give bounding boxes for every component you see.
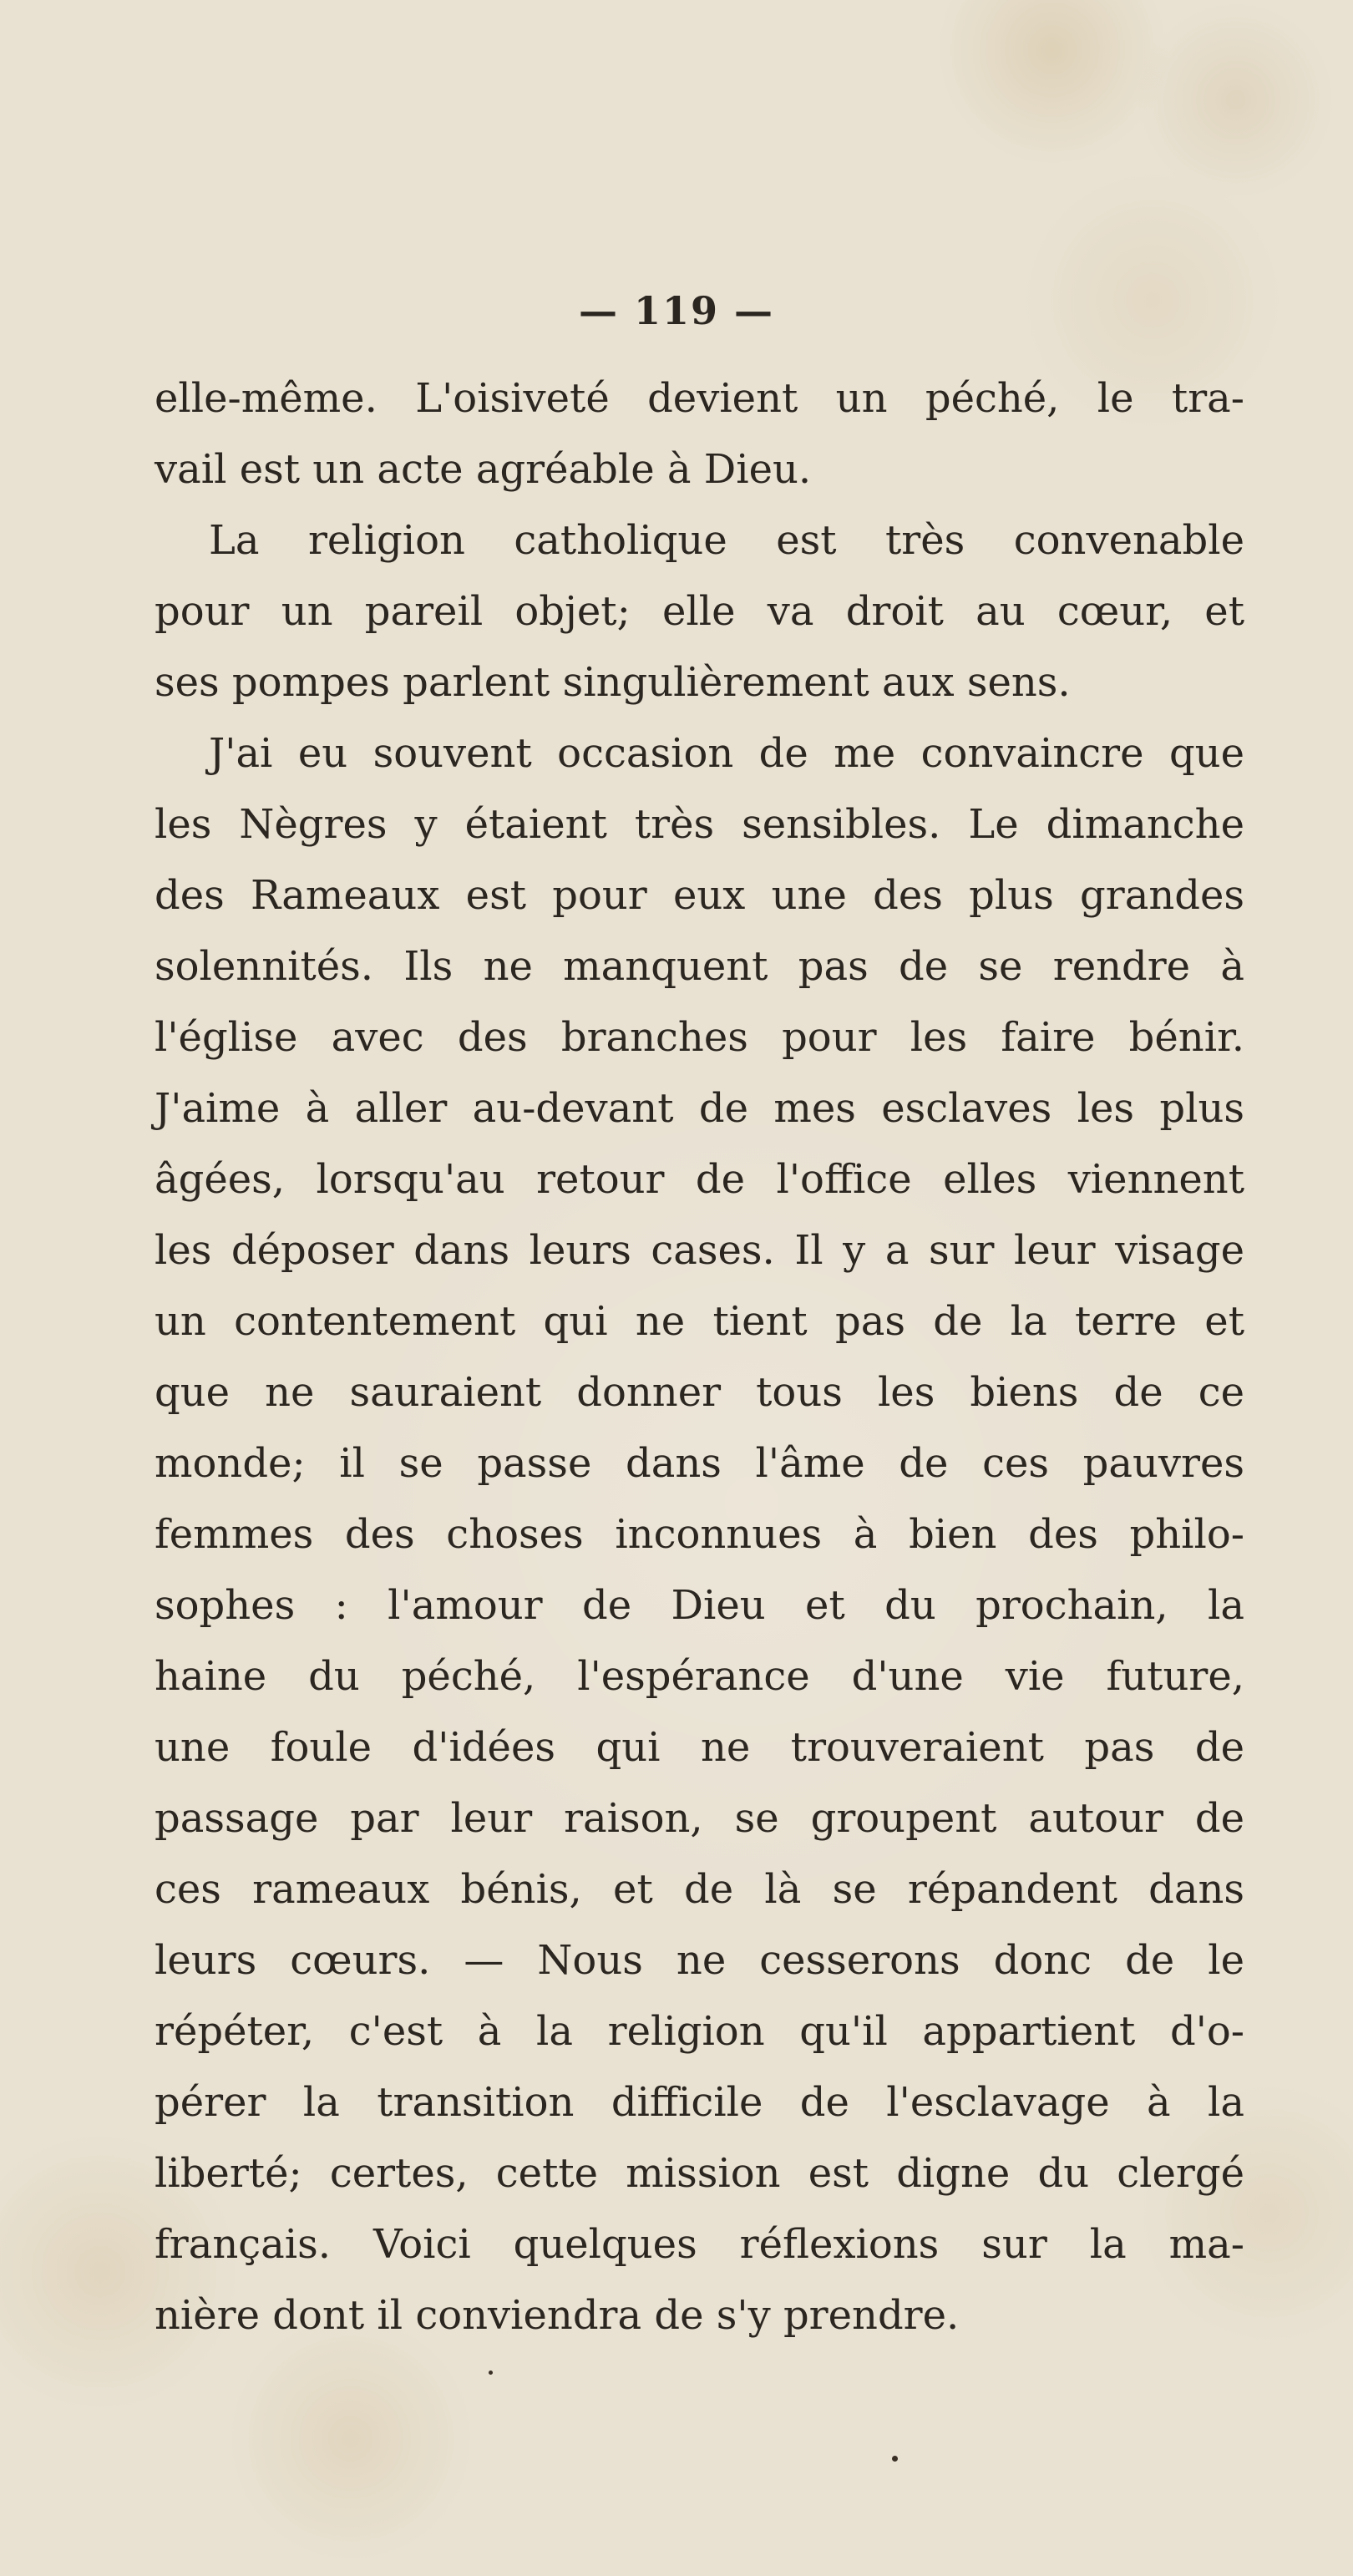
text-line: pérer la transition difficile de l'esclavage à la bbox=[155, 2079, 1244, 2126]
text-line: monde; il se passe dans l'âme de ces pauvres bbox=[155, 1440, 1244, 1487]
body-text bbox=[155, 363, 1244, 2351]
text-line: pour un pareil objet; elle va droit au cœur, et bbox=[155, 588, 1244, 635]
text-line: un contentement qui ne tient pas de la terre et bbox=[155, 1298, 1244, 1345]
text-line: des Rameaux est pour eux une des plus grandes bbox=[155, 872, 1244, 919]
text-line: ses pompes parlent singulièrement aux sens. bbox=[155, 659, 1071, 706]
text-line: âgées, lorsqu'au retour de l'office elles viennent bbox=[155, 1156, 1244, 1203]
text-line: elle-même. L'oisiveté devient un péché, le tra- bbox=[155, 375, 1244, 422]
page-number-header: — 119 — bbox=[578, 288, 775, 333]
text-line: femmes des choses inconnues à bien des philo- bbox=[155, 1511, 1244, 1558]
text-line: vail est un acte agréable à Dieu. bbox=[155, 446, 812, 493]
text-line: leurs cœurs. — Nous ne cesserons donc de le bbox=[155, 1937, 1244, 1984]
text-line: ces rameaux bénis, et de là se répandent dans bbox=[155, 1866, 1244, 1913]
ink-speck bbox=[892, 2456, 898, 2462]
ink-speck bbox=[489, 2371, 493, 2375]
text-line: La religion catholique est très convenable bbox=[209, 517, 1244, 564]
text-line: nière dont il conviendra de s'y prendre. bbox=[155, 2292, 960, 2339]
text-line: l'église avec des branches pour les faire bénir. bbox=[155, 1014, 1244, 1061]
text-line: répéter, c'est à la religion qu'il appartient d'o- bbox=[155, 2008, 1244, 2055]
text-line: liberté; certes, cette mission est digne du clergé bbox=[155, 2150, 1244, 2197]
text-line: une foule d'idées qui ne trouveraient pas de bbox=[155, 1724, 1244, 1771]
text-line: les déposer dans leurs cases. Il y a sur leur visage bbox=[155, 1227, 1244, 1274]
text-line: que ne sauraient donner tous les biens de ce bbox=[155, 1369, 1244, 1416]
text-line: passage par leur raison, se groupent autour de bbox=[155, 1795, 1244, 1842]
text-line: les Nègres y étaient très sensibles. Le dimanche bbox=[155, 801, 1244, 848]
text-line: J'ai eu souvent occasion de me convaincre que bbox=[209, 730, 1244, 777]
text-line: haine du péché, l'espérance d'une vie future, bbox=[155, 1653, 1244, 1700]
text-line: J'aime à aller au-devant de mes esclaves les plus bbox=[155, 1085, 1244, 1132]
text-line: sophes : l'amour de Dieu et du prochain, la bbox=[155, 1582, 1244, 1629]
text-line: français. Voici quelques réflexions sur la ma- bbox=[155, 2221, 1244, 2268]
text-line: solennités. Ils ne manquent pas de se rendre à bbox=[155, 943, 1244, 990]
